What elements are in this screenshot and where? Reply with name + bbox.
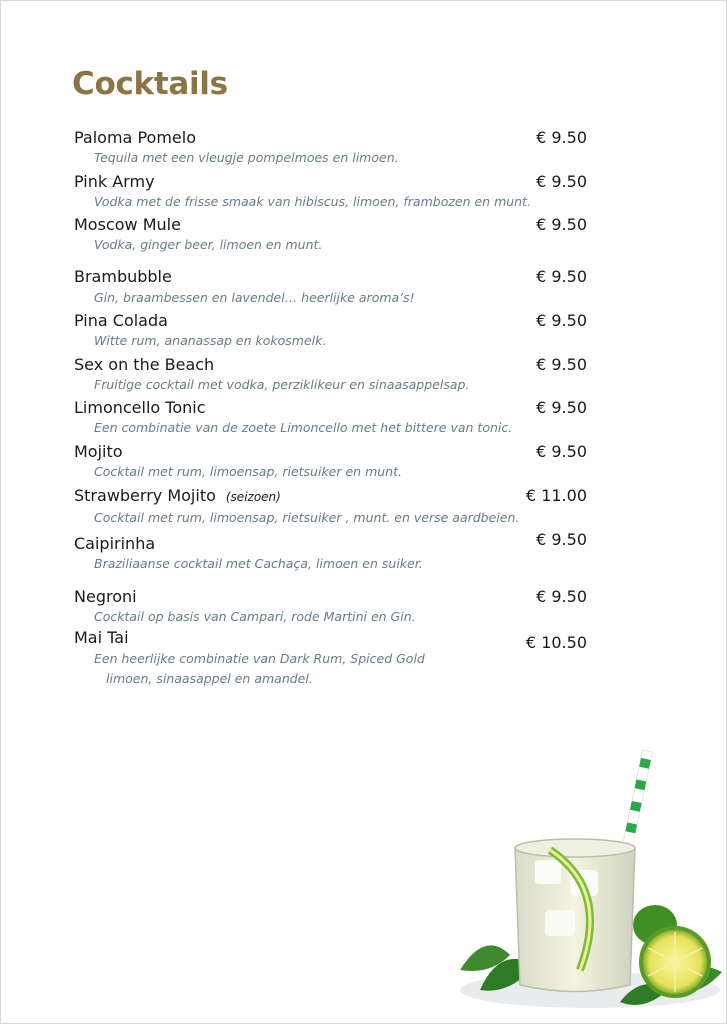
item-name: Caipirinha <box>74 534 156 553</box>
menu-title: Cocktails <box>72 66 228 102</box>
item-description: Vodka, ginger beer, limoen en munt. <box>94 237 323 252</box>
item-description-line-2: limoen, sinaasappel en amandel. <box>106 671 313 686</box>
item-name: Moscow Mule <box>74 215 181 234</box>
item-price: € 9.50 <box>536 172 587 191</box>
item-description: Cocktail met rum, limoensap, rietsuiker , munt. en verse aardbeien. <box>94 510 520 525</box>
item-name <box>74 486 281 505</box>
item-description: Cocktail op basis van Campari, rode Martini en Gin. <box>94 609 416 624</box>
item-price: € 9.50 <box>536 267 587 286</box>
item-description: Vodka met de frisse smaak van hibiscus, limoen, frambozen en munt. <box>94 194 531 209</box>
item-description: Fruitige cocktail met vodka, perziklikeur en sinaasappelsap. <box>94 377 470 392</box>
item-name: Mai Tai <box>74 628 129 647</box>
item-price: € 9.50 <box>536 311 587 330</box>
item-price: € 9.50 <box>536 587 587 606</box>
item-price: € 9.50 <box>536 398 587 417</box>
item-description: Een heerlijke combinatie van Dark Rum, Spiced Gold <box>94 651 425 666</box>
item-name: Mojito <box>74 442 123 461</box>
item-description: Braziliaanse cocktail met Cachaça, limoen en suiker. <box>94 556 423 571</box>
item-name: Sex on the Beach <box>74 355 215 374</box>
item-description: Gin, braambessen en lavendel… heerlijke aroma’s! <box>94 290 415 305</box>
item-name: Paloma Pomelo <box>74 128 196 147</box>
item-name: Negroni <box>74 587 137 606</box>
item-price: € 9.50 <box>536 128 587 147</box>
item-description: Cocktail met rum, limoensap, rietsuiker en munt. <box>94 464 402 479</box>
item-name: Limoncello Tonic <box>74 398 206 417</box>
item-price: € 10.50 <box>525 633 587 652</box>
item-price: € 9.50 <box>536 355 587 374</box>
item-name: Brambubble <box>74 267 172 286</box>
item-name: Pink Army <box>74 172 155 191</box>
mojito-glass-illustration <box>440 740 727 1024</box>
item-description: Tequila met een vleugje pompelmoes en limoen. <box>94 150 399 165</box>
item-description: Witte rum, ananassap en kokosmelk. <box>94 333 327 348</box>
item-price: € 9.50 <box>536 442 587 461</box>
item-price: € 9.50 <box>536 215 587 234</box>
item-description: Een combinatie van de zoete Limoncello met het bittere van tonic. <box>94 420 513 435</box>
item-price: € 11.00 <box>525 486 587 505</box>
item-price: € 9.50 <box>536 530 587 549</box>
item-name: Pina Colada <box>74 311 168 330</box>
item-name-text: Strawberry Mojito <box>74 486 216 505</box>
seasonal-note: (seizoen) <box>225 490 281 504</box>
